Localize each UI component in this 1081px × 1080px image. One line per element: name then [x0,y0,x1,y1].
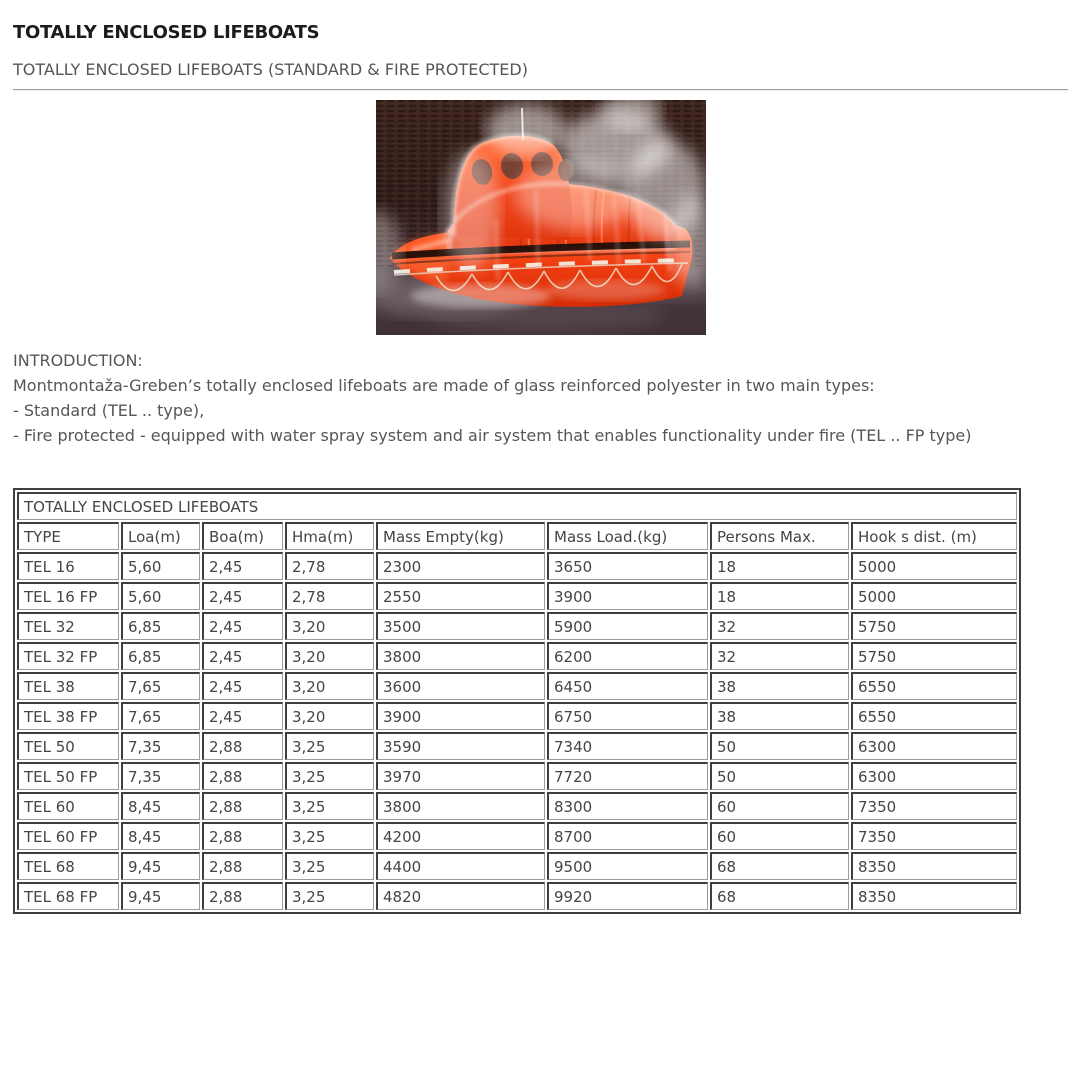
table-cell: 8700 [547,822,708,850]
table-row [17,552,1017,580]
table-cell: 6,85 [121,642,200,670]
table-cell: 60 [710,792,849,820]
table-cell: 5750 [851,612,1017,640]
table-cell: 8300 [547,792,708,820]
column-header: Mass Empty(kg) [376,522,545,550]
introduction-heading: INTRODUCTION: [13,351,143,370]
table-cell: 8,45 [121,792,200,820]
table-cell: 5,60 [121,582,200,610]
table-cell: 68 [710,882,849,910]
table-cell: TEL 68 [17,852,119,880]
table-cell: TEL 16 [17,552,119,580]
table-cell: 2300 [376,552,545,580]
table-cell: 3900 [376,702,545,730]
table-cell: 7,35 [121,732,200,760]
table-cell: 5,60 [121,552,200,580]
table-cell: 2,45 [202,672,283,700]
table-cell: 7,65 [121,672,200,700]
lifeboat-image [376,100,706,335]
table-cell: 7,65 [121,702,200,730]
column-header: Hook s dist. (m) [851,522,1017,550]
table-row [17,852,1017,880]
table-caption: TOTALLY ENCLOSED LIFEBOATS [17,492,1017,520]
table-cell: 9500 [547,852,708,880]
table-cell: 3,25 [285,852,374,880]
lifeboat-photo [376,100,706,335]
table-cell: 6300 [851,762,1017,790]
page-title: TOTALLY ENCLOSED LIFEBOATS [13,22,320,43]
table-cell: TEL 60 FP [17,822,119,850]
table-cell: 38 [710,672,849,700]
table-cell: 6550 [851,672,1017,700]
table-cell: TEL 38 [17,672,119,700]
table-cell: 7350 [851,822,1017,850]
table-cell: TEL 16 FP [17,582,119,610]
table-header-row [17,522,1017,550]
table-cell: 4200 [376,822,545,850]
table-cell: 2,78 [285,582,374,610]
table-cell: 18 [710,552,849,580]
table-cell: 2,78 [285,552,374,580]
table-cell: 9,45 [121,852,200,880]
table-cell: TEL 60 [17,792,119,820]
table-cell: 3,20 [285,702,374,730]
table-cell: 2,45 [202,582,283,610]
table-cell: TEL 50 [17,732,119,760]
lifeboats-document [0,22,1081,1080]
lifeboats-table [13,488,1021,914]
introduction-line2: - Standard (TEL .. type), [13,401,205,420]
column-header: Loa(m) [121,522,200,550]
table-cell: 2,88 [202,822,283,850]
table-cell: 3,20 [285,612,374,640]
table-cell: 4400 [376,852,545,880]
table-cell: 6550 [851,702,1017,730]
table-cell: 2550 [376,582,545,610]
column-header: Hma(m) [285,522,374,550]
table-cell: 3,20 [285,672,374,700]
table-cell: 5750 [851,642,1017,670]
page-subtitle: TOTALLY ENCLOSED LIFEBOATS (STANDARD & FIRE PROTECTED) [13,60,528,79]
table-cell: 3,25 [285,822,374,850]
table-cell: 3600 [376,672,545,700]
introduction-section [13,348,1068,448]
column-header: TYPE [17,522,119,550]
table-cell: 6750 [547,702,708,730]
table-cell: TEL 68 FP [17,882,119,910]
table-row [17,762,1017,790]
table-cell: 50 [710,732,849,760]
table-cell: 2,45 [202,612,283,640]
table-cell: 7340 [547,732,708,760]
table-cell: 38 [710,702,849,730]
table-cell: 2,88 [202,762,283,790]
table-cell: 9,45 [121,882,200,910]
table-cell: 60 [710,822,849,850]
divider-rule [13,89,1068,91]
introduction-line3: - Fire protected - equipped with water spray system and air system that enables functionality under fire (TEL .. FP type) [13,426,972,445]
table-cell: 68 [710,852,849,880]
table-cell: 3,25 [285,732,374,760]
table-cell: 6300 [851,732,1017,760]
table-cell: 2,88 [202,882,283,910]
table-cell: 50 [710,762,849,790]
table-cell: 5900 [547,612,708,640]
table-cell: 8350 [851,882,1017,910]
table-cell: 7720 [547,762,708,790]
table-cell: TEL 32 [17,612,119,640]
table-cell: TEL 32 FP [17,642,119,670]
table-cell: 7350 [851,792,1017,820]
table-row [17,882,1017,910]
table-cell: 2,88 [202,852,283,880]
table-caption-row [17,492,1017,520]
table-cell: 2,88 [202,732,283,760]
table-cell: 8350 [851,852,1017,880]
table-row [17,672,1017,700]
table-cell: 3,25 [285,792,374,820]
table-row [17,582,1017,610]
table-cell: 32 [710,642,849,670]
table-cell: 6450 [547,672,708,700]
table-cell: 2,45 [202,642,283,670]
table-cell: 6,85 [121,612,200,640]
table-cell: 3800 [376,642,545,670]
table-cell: 3500 [376,612,545,640]
table-row [17,642,1017,670]
table-cell: 3650 [547,552,708,580]
table-cell: 5000 [851,552,1017,580]
table-cell: 2,45 [202,552,283,580]
table-body [17,492,1017,910]
table-cell: 5000 [851,582,1017,610]
table-cell: 3,20 [285,642,374,670]
table-cell: 3900 [547,582,708,610]
table-cell: 2,88 [202,792,283,820]
table-cell: 3800 [376,792,545,820]
table-cell: 3,25 [285,882,374,910]
introduction-line1: Montmontaža-Greben’s totally enclosed lifeboats are made of glass reinforced polyester in two main types: [13,376,875,395]
column-header: Boa(m) [202,522,283,550]
table-cell: 7,35 [121,762,200,790]
table-cell: 9920 [547,882,708,910]
table-row [17,702,1017,730]
column-header: Persons Max. [710,522,849,550]
column-header: Mass Load.(kg) [547,522,708,550]
table-cell: 32 [710,612,849,640]
table-cell: 4820 [376,882,545,910]
table-row [17,612,1017,640]
table-cell: 6200 [547,642,708,670]
table-cell: 8,45 [121,822,200,850]
table-cell: TEL 50 FP [17,762,119,790]
table-row [17,792,1017,820]
table-row [17,822,1017,850]
table-cell: TEL 38 FP [17,702,119,730]
table-cell: 3,25 [285,762,374,790]
table-cell: 18 [710,582,849,610]
table-cell: 3590 [376,732,545,760]
table-cell: 2,45 [202,702,283,730]
table-row [17,732,1017,760]
table-cell: 3970 [376,762,545,790]
